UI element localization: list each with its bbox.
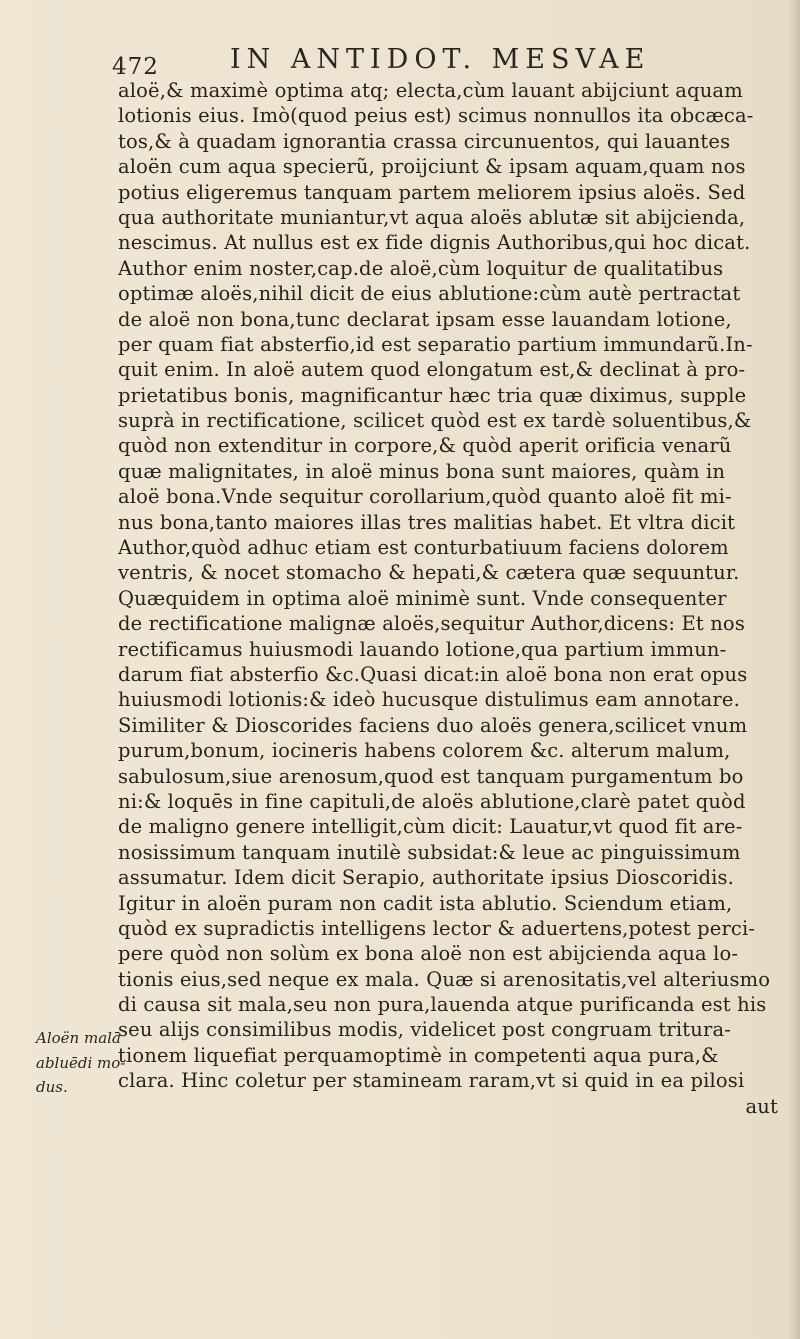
- text-line: seu alijs consimilibus modis, videlicet post congruam tritura-: [118, 1018, 731, 1042]
- text-line: aloën cum aqua specierũ, proijciunt & ipsam aquam,quam nos: [118, 155, 746, 179]
- text-line: clara. Hinc coletur per stamineam raram,vt si quid in ea pilosi: [118, 1069, 745, 1093]
- text-line: Igitur in aloën puram non cadit ista ablutio. Sciendum etiam,: [118, 891, 733, 915]
- margin-note-line: Aloën malā: [36, 1029, 121, 1047]
- running-title: IN ANTIDOT. MESVAE: [230, 44, 651, 75]
- body-text: [118, 78, 778, 1119]
- text-line: de maligno genere intelligit,cùm dicit: Lauatur,vt quod fit are-: [118, 815, 743, 839]
- margin-note-line: abluēdi mo-: [36, 1053, 126, 1072]
- text-line: quæ malignitates, in aloë minus bona sunt maiores, quàm in: [118, 459, 726, 483]
- text-line: sabulosum,siue arenosum,quod est tanquam purgamentum bo: [118, 764, 744, 788]
- text-line: purum,bonum, iocineris habens colorem &c. alterum malum,: [118, 739, 731, 763]
- margin-note-line: dus.: [36, 1078, 68, 1096]
- text-line: quit enim. In aloë autem quod elongatum est,& declinat à pro-: [118, 358, 746, 382]
- page-number: 472: [112, 54, 159, 80]
- text-line: nus bona,tanto maiores illas tres malitias habet. Et vltra dicit: [118, 510, 736, 534]
- text-line: tionis eius,sed neque ex mala. Quæ si arenositatis,vel alteriusmo: [118, 967, 771, 991]
- text-line: rectificamus huiusmodi lauando lotione,qua partium immun-: [118, 637, 727, 661]
- text-line: aut: [745, 1094, 778, 1118]
- text-line: qua authoritate muniantur,vt aqua aloës ablutæ sit abijcienda,: [118, 205, 746, 229]
- text-line: per quam fiat absterfio,id est separatio partium immundarũ.In-: [118, 332, 753, 356]
- text-line: darum fiat absterfio &c.Quasi dicat:in aloë bona non erat opus: [118, 662, 748, 686]
- text-line: ni:& loquēs in fine capituli,de aloës ablutione,clarè patet quòd: [118, 789, 746, 813]
- text-line: Author enim noster,cap.de aloë,cùm loquitur de qualitatibus: [118, 256, 724, 280]
- text-line: Quæquidem in optima aloë minimè sunt. Vnde consequenter: [118, 586, 727, 610]
- text-line: aloë,& maximè optima atq; electa,cùm lauant abijciunt aquam: [118, 79, 743, 102]
- text-line: quòd ex supradictis intelligens lector & aduertens,potest perci-: [118, 916, 756, 940]
- text-line: quòd non extenditur in corpore,& quòd aperit orificia venarũ: [118, 434, 732, 458]
- page-header: [112, 40, 772, 80]
- page-edge-shadow: [788, 0, 800, 1339]
- text-line: nescimus. At nullus est ex fide dignis Authoribus,qui hoc dicat.: [118, 231, 751, 255]
- text-line: de aloë non bona,tunc declarat ipsam esse lauandam lotione,: [118, 307, 732, 331]
- text-line: nosissimum tanquam inutilè subsidat:& leue ac pinguissimum: [118, 840, 741, 864]
- text-line: Similiter & Dioscorides faciens duo aloës genera,scilicet vnum: [118, 713, 748, 737]
- text-line: assumatur. Idem dicit Serapio, authoritate ipsius Dioscoridis.: [118, 866, 735, 890]
- text-line: prietatibus bonis, magnificantur hæc tria quæ diximus, supple: [118, 383, 747, 407]
- text-line: tos,& à quadam ignorantia crassa circunuentos, qui lauantes: [118, 129, 731, 153]
- margin-note: [36, 1026, 126, 1100]
- text-line: pere quòd non solùm ex bona aloë non est abijcienda aqua lo-: [118, 942, 739, 966]
- text-line: Author,quòd adhuc etiam est conturbatiuum faciens dolorem: [118, 536, 729, 560]
- text-line: aloë bona.Vnde sequitur corollarium,quòd quanto aloë fit mi-: [118, 485, 732, 509]
- text-line: de rectificatione malignæ aloës,sequitur Author,dicens: Et nos: [118, 612, 745, 636]
- text-line: tionem liquefiat perquamoptimè in competenti aqua pura,&: [118, 1043, 719, 1067]
- text-line: huiusmodi lotionis:& ideò hucusque distulimus eam annotare.: [118, 688, 740, 712]
- text-line: di causa sit mala,seu non pura,lauenda atque purificanda est his: [118, 993, 767, 1017]
- text-line: optimæ aloës,nihil dicit de eius ablutione:cùm autè pertractat: [118, 282, 741, 306]
- text-line: suprà in rectificatione, scilicet quòd est ex tardè soluentibus,&: [118, 409, 752, 433]
- text-line: lotionis eius. Imò(quod peius est) scimus nonnullos ita obcæca-: [118, 104, 754, 128]
- text-line: ventris, & nocet stomacho & hepati,& cætera quæ sequuntur.: [118, 561, 740, 585]
- text-line: potius eligeremus tanquam partem meliorem ipsius aloës. Sed: [118, 180, 746, 204]
